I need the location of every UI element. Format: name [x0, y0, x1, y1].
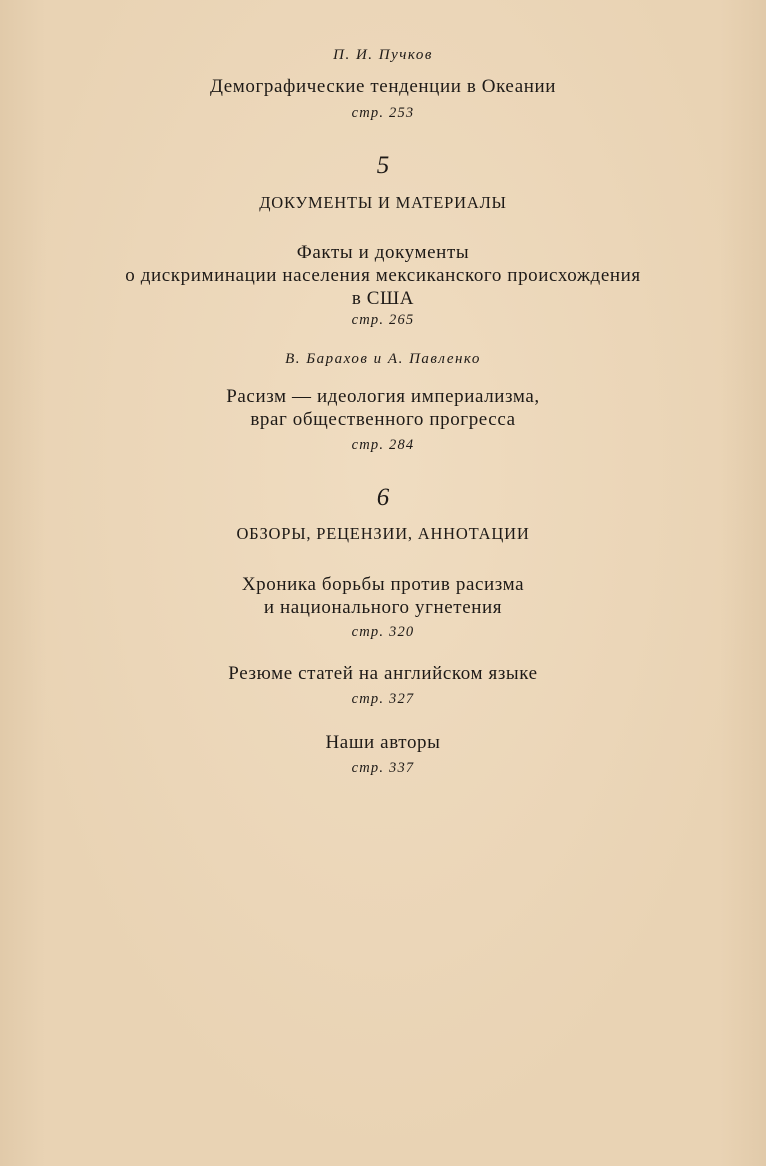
entry-page-ref: стр. 337: [351, 760, 415, 776]
entry-author: В. Барахов и А. Павленко: [285, 351, 481, 367]
entry-title-line: Факты и документы: [296, 242, 470, 263]
entry-title: [0, 75, 766, 98]
entry-title: [0, 731, 766, 754]
entry-page-ref: стр. 284: [351, 437, 415, 453]
entry-author: П. И. Пучков: [333, 47, 433, 63]
entry-title-line: враг общественного прогресса: [250, 409, 516, 430]
entry-page-ref: стр. 320: [351, 624, 415, 640]
entry-title-line: и национального угнетения: [263, 597, 503, 618]
entry-page-ref: стр. 265: [351, 312, 415, 328]
section-title: ОБЗОРЫ, РЕЦЕНЗИИ, АННОТАЦИИ: [236, 524, 530, 543]
entry-title: [0, 241, 766, 310]
entry-title: [0, 573, 766, 619]
entry-title-line: в США: [351, 288, 415, 309]
entry-title-line: Расизм — идеология империализма,: [226, 386, 540, 407]
entry-title-line: о дискриминации населения мексиканского происхождения: [125, 265, 641, 286]
entry-title-line: Хроника борьбы против расизма: [241, 574, 525, 595]
entry-title-line: Наши авторы: [325, 732, 441, 753]
section-number: 5: [376, 152, 390, 179]
section-title: ДОКУМЕНТЫ И МАТЕРИАЛЫ: [259, 193, 507, 212]
entry-page-ref: стр. 327: [351, 691, 415, 707]
entry-page-ref: стр. 253: [351, 105, 415, 121]
entry-title: [0, 385, 766, 431]
section-number: 6: [376, 484, 390, 511]
entry-title: [0, 662, 766, 685]
entry-title-line: Резюме статей на английском языке: [228, 663, 538, 684]
entry-title-line: Демографические тенденции в Океании: [209, 76, 557, 97]
